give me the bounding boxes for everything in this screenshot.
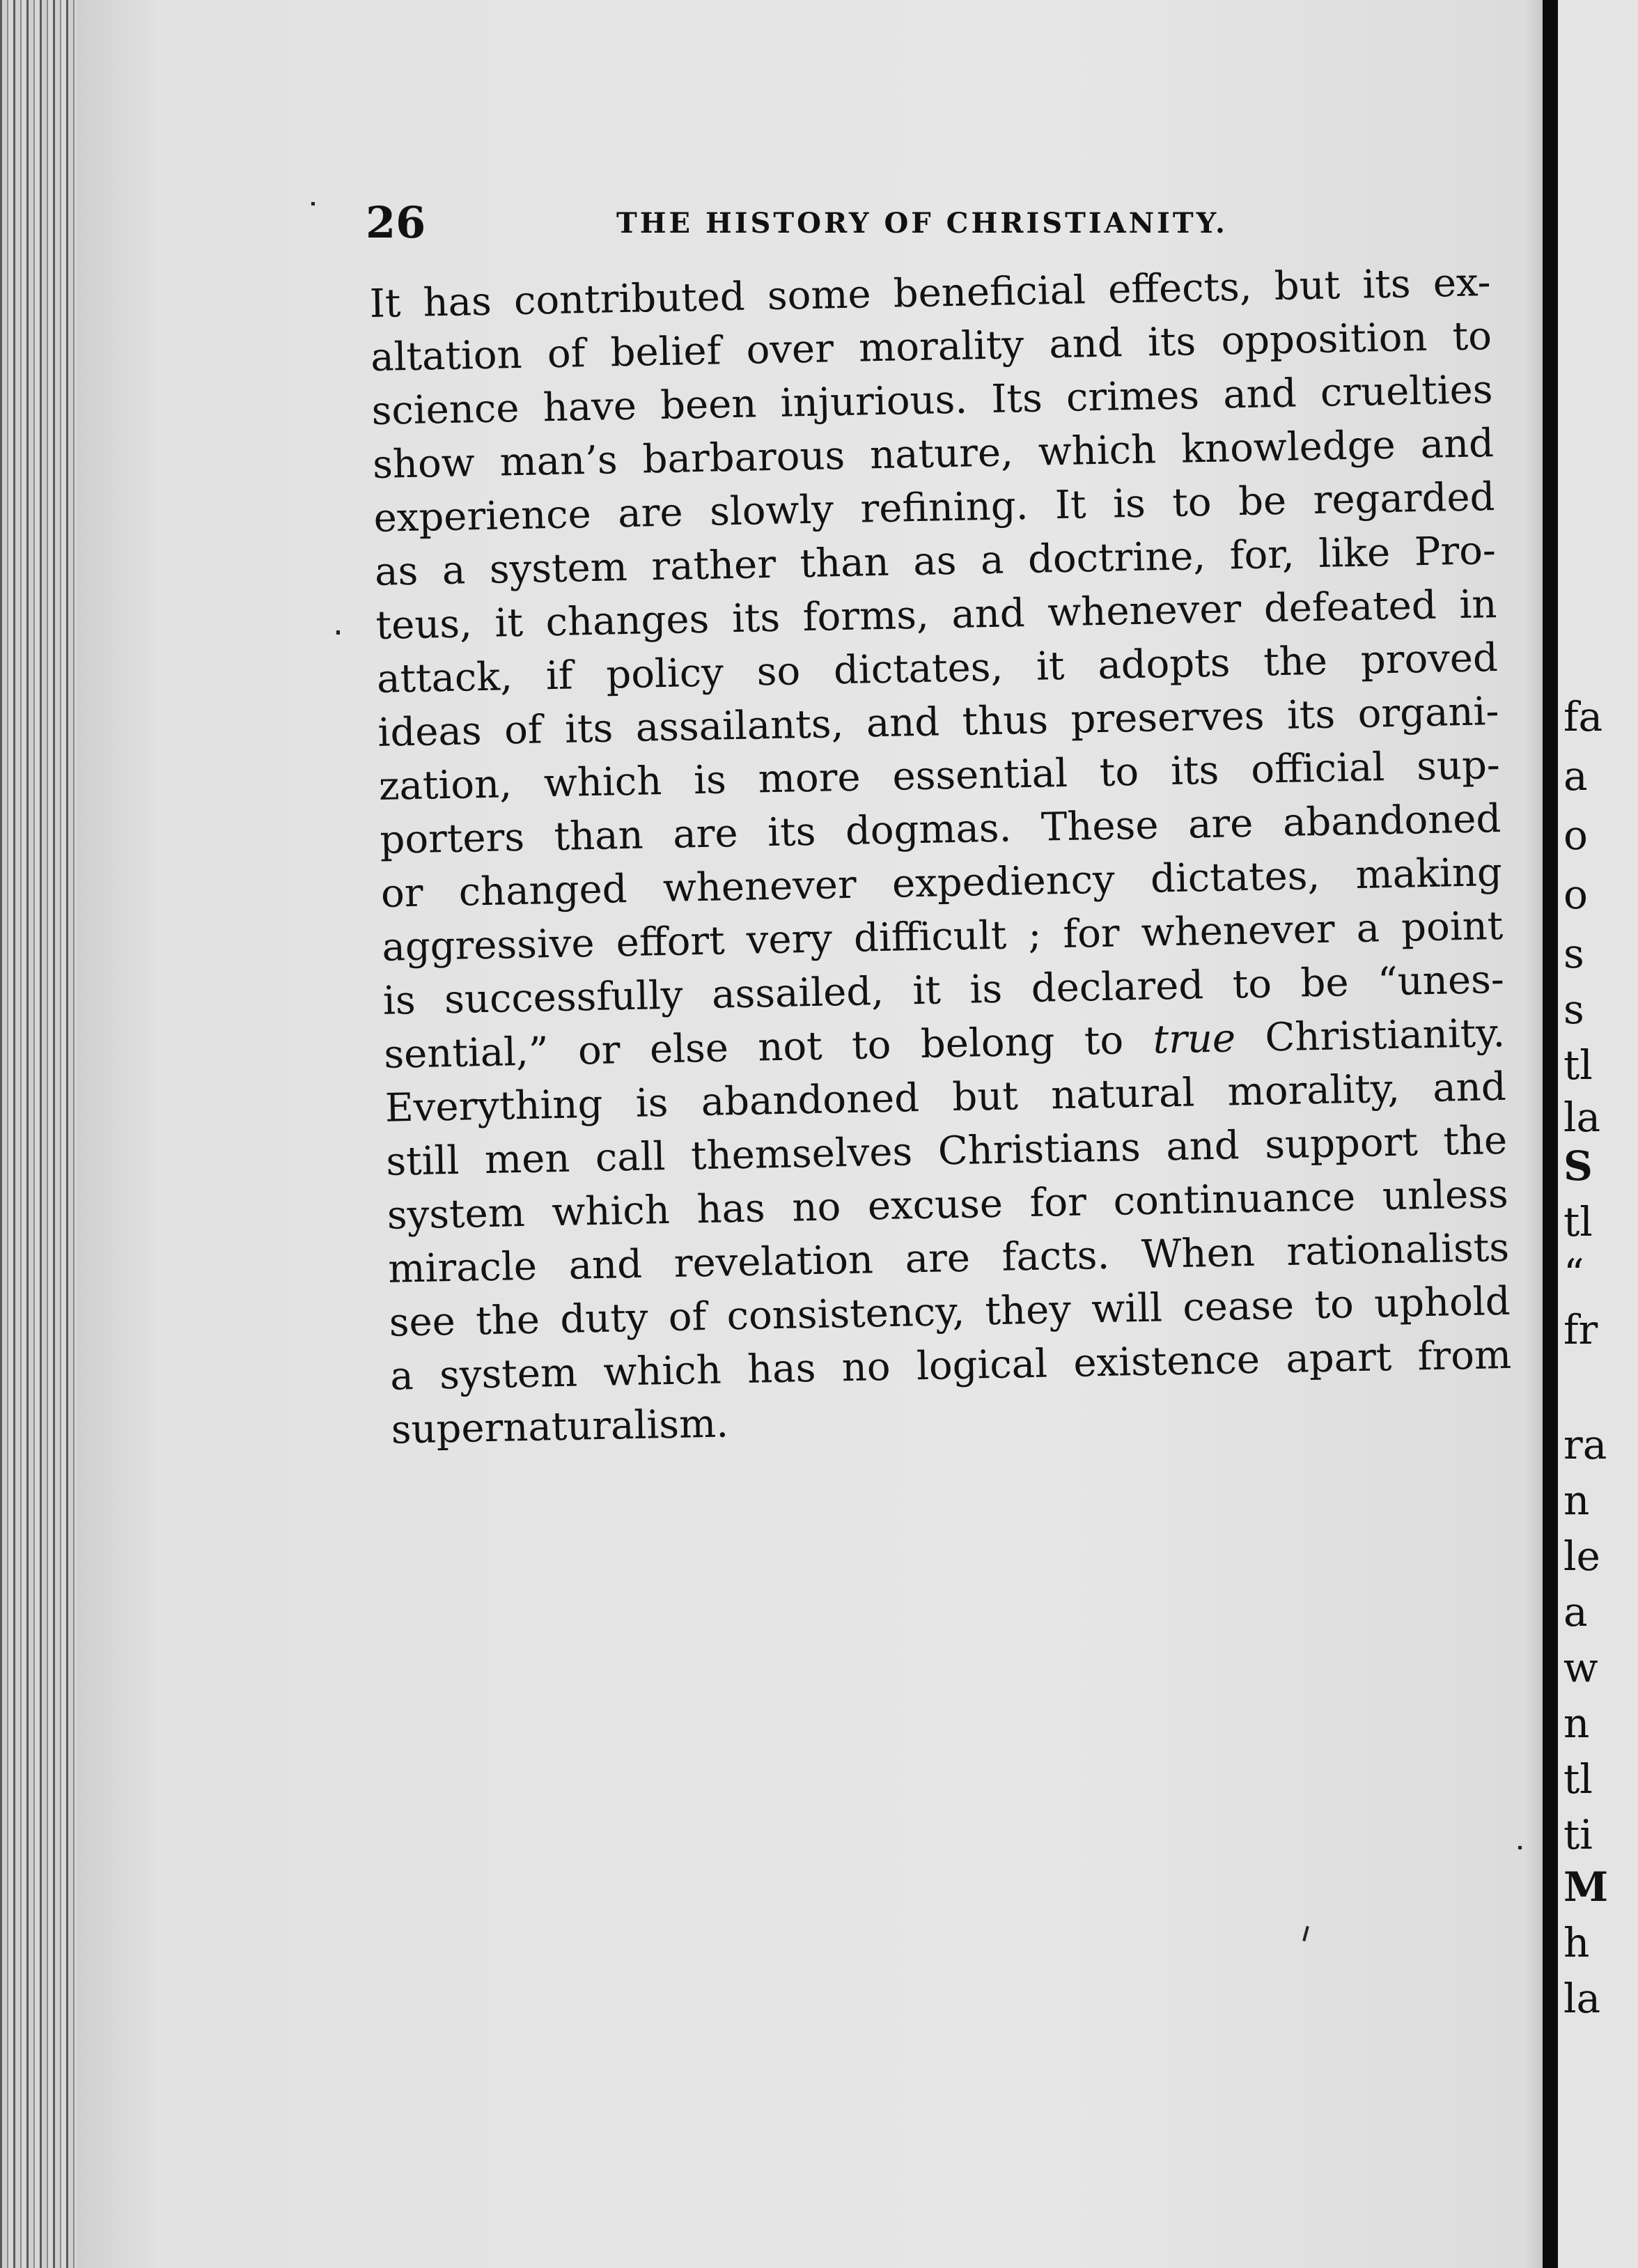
- facing-fragment: la: [1563, 1094, 1601, 1141]
- emphasized-word: true: [1152, 1016, 1236, 1063]
- facing-fragment: S: [1563, 1142, 1593, 1190]
- facing-fragment: s: [1563, 930, 1584, 977]
- text-line: attack, if policy so dictates, it adopts the proved: [376, 635, 1499, 702]
- text-line: science have been injurious. Its crimes and cruelties: [371, 367, 1494, 434]
- facing-page-edge: [1558, 0, 1638, 2268]
- page-number: 26: [366, 197, 426, 248]
- text-line: zation, which is more essential to its official sup-: [378, 742, 1501, 809]
- facing-fragment: fr: [1563, 1306, 1598, 1353]
- text-line: system which has no excuse for continuance unless: [387, 1171, 1509, 1238]
- text-line: teus, it changes its forms, and whenever defeated in: [375, 582, 1497, 648]
- text-line: miracle and revelation are facts. When rationalists: [387, 1225, 1510, 1292]
- facing-fragment: M: [1563, 1863, 1609, 1911]
- facing-fragment: w: [1563, 1644, 1598, 1691]
- text-line: porters than are its dogmas. These are abandoned: [379, 795, 1502, 863]
- facing-fragment: a: [1563, 752, 1588, 800]
- facing-fragment: ra: [1563, 1421, 1607, 1468]
- facing-fragment: fa: [1563, 693, 1603, 740]
- facing-fragment: “: [1563, 1250, 1584, 1298]
- text-line: as a system rather than as a doctrine, for, like Pro-: [374, 528, 1497, 595]
- text-line: a system which has no logical existence apart from: [389, 1332, 1512, 1399]
- facing-fragment: la: [1563, 1975, 1601, 2022]
- text-line-last: supernaturalism.: [391, 1401, 729, 1453]
- facing-fragment: s: [1563, 986, 1584, 1033]
- running-title: THE HISTORY OF CHRISTIANITY.: [616, 207, 1228, 240]
- text-line: still men call themselves Christians and support the: [385, 1117, 1508, 1185]
- facing-fragment: n: [1563, 1477, 1590, 1524]
- text-line: aggressive effort very difficult ; for whenever a point: [381, 903, 1504, 970]
- spine-gutter: [1543, 0, 1558, 2268]
- text-line: Everything is abandoned but natural morality, and: [384, 1064, 1507, 1131]
- dust-speck: [336, 630, 340, 635]
- facing-fragment: tl: [1563, 1041, 1593, 1089]
- body-paragraph: [369, 256, 1513, 1457]
- facing-fragment: ti: [1563, 1811, 1593, 1858]
- facing-fragment: o: [1563, 871, 1588, 918]
- facing-fragment: a: [1563, 1588, 1588, 1636]
- facing-fragment: le: [1563, 1532, 1600, 1580]
- facing-fragment: o: [1563, 811, 1588, 859]
- facing-fragment: tl: [1563, 1198, 1593, 1245]
- text-line: altation of belief over morality and its opposition to: [370, 313, 1492, 380]
- dust-speck: [311, 202, 315, 205]
- text-line: or changed whenever expediency dictates, making: [380, 849, 1503, 917]
- text-line: It has contributed some beneficial effects, but its ex-: [369, 260, 1492, 327]
- facing-fragment: h: [1563, 1919, 1590, 1966]
- text-line: is successfully assailed, it is declared to be “unes-: [382, 956, 1505, 1024]
- line-text-before: sential,” or else not to belong to: [383, 1017, 1154, 1078]
- dust-speck: [1518, 1846, 1522, 1849]
- text-line: show man’s barbarous nature, which knowledge and: [372, 421, 1495, 488]
- facing-fragment: n: [1563, 1700, 1590, 1747]
- facing-fragment: tl: [1563, 1755, 1593, 1803]
- text-line: see the duty of consistency, they will cease to uphold: [389, 1278, 1511, 1346]
- text-line: ideas of its assailants, and thus preserves its organi-: [377, 688, 1499, 756]
- line-text-after: Christianity.: [1235, 1010, 1506, 1062]
- text-line: experience are slowly refining. It is to be regarded: [373, 474, 1495, 541]
